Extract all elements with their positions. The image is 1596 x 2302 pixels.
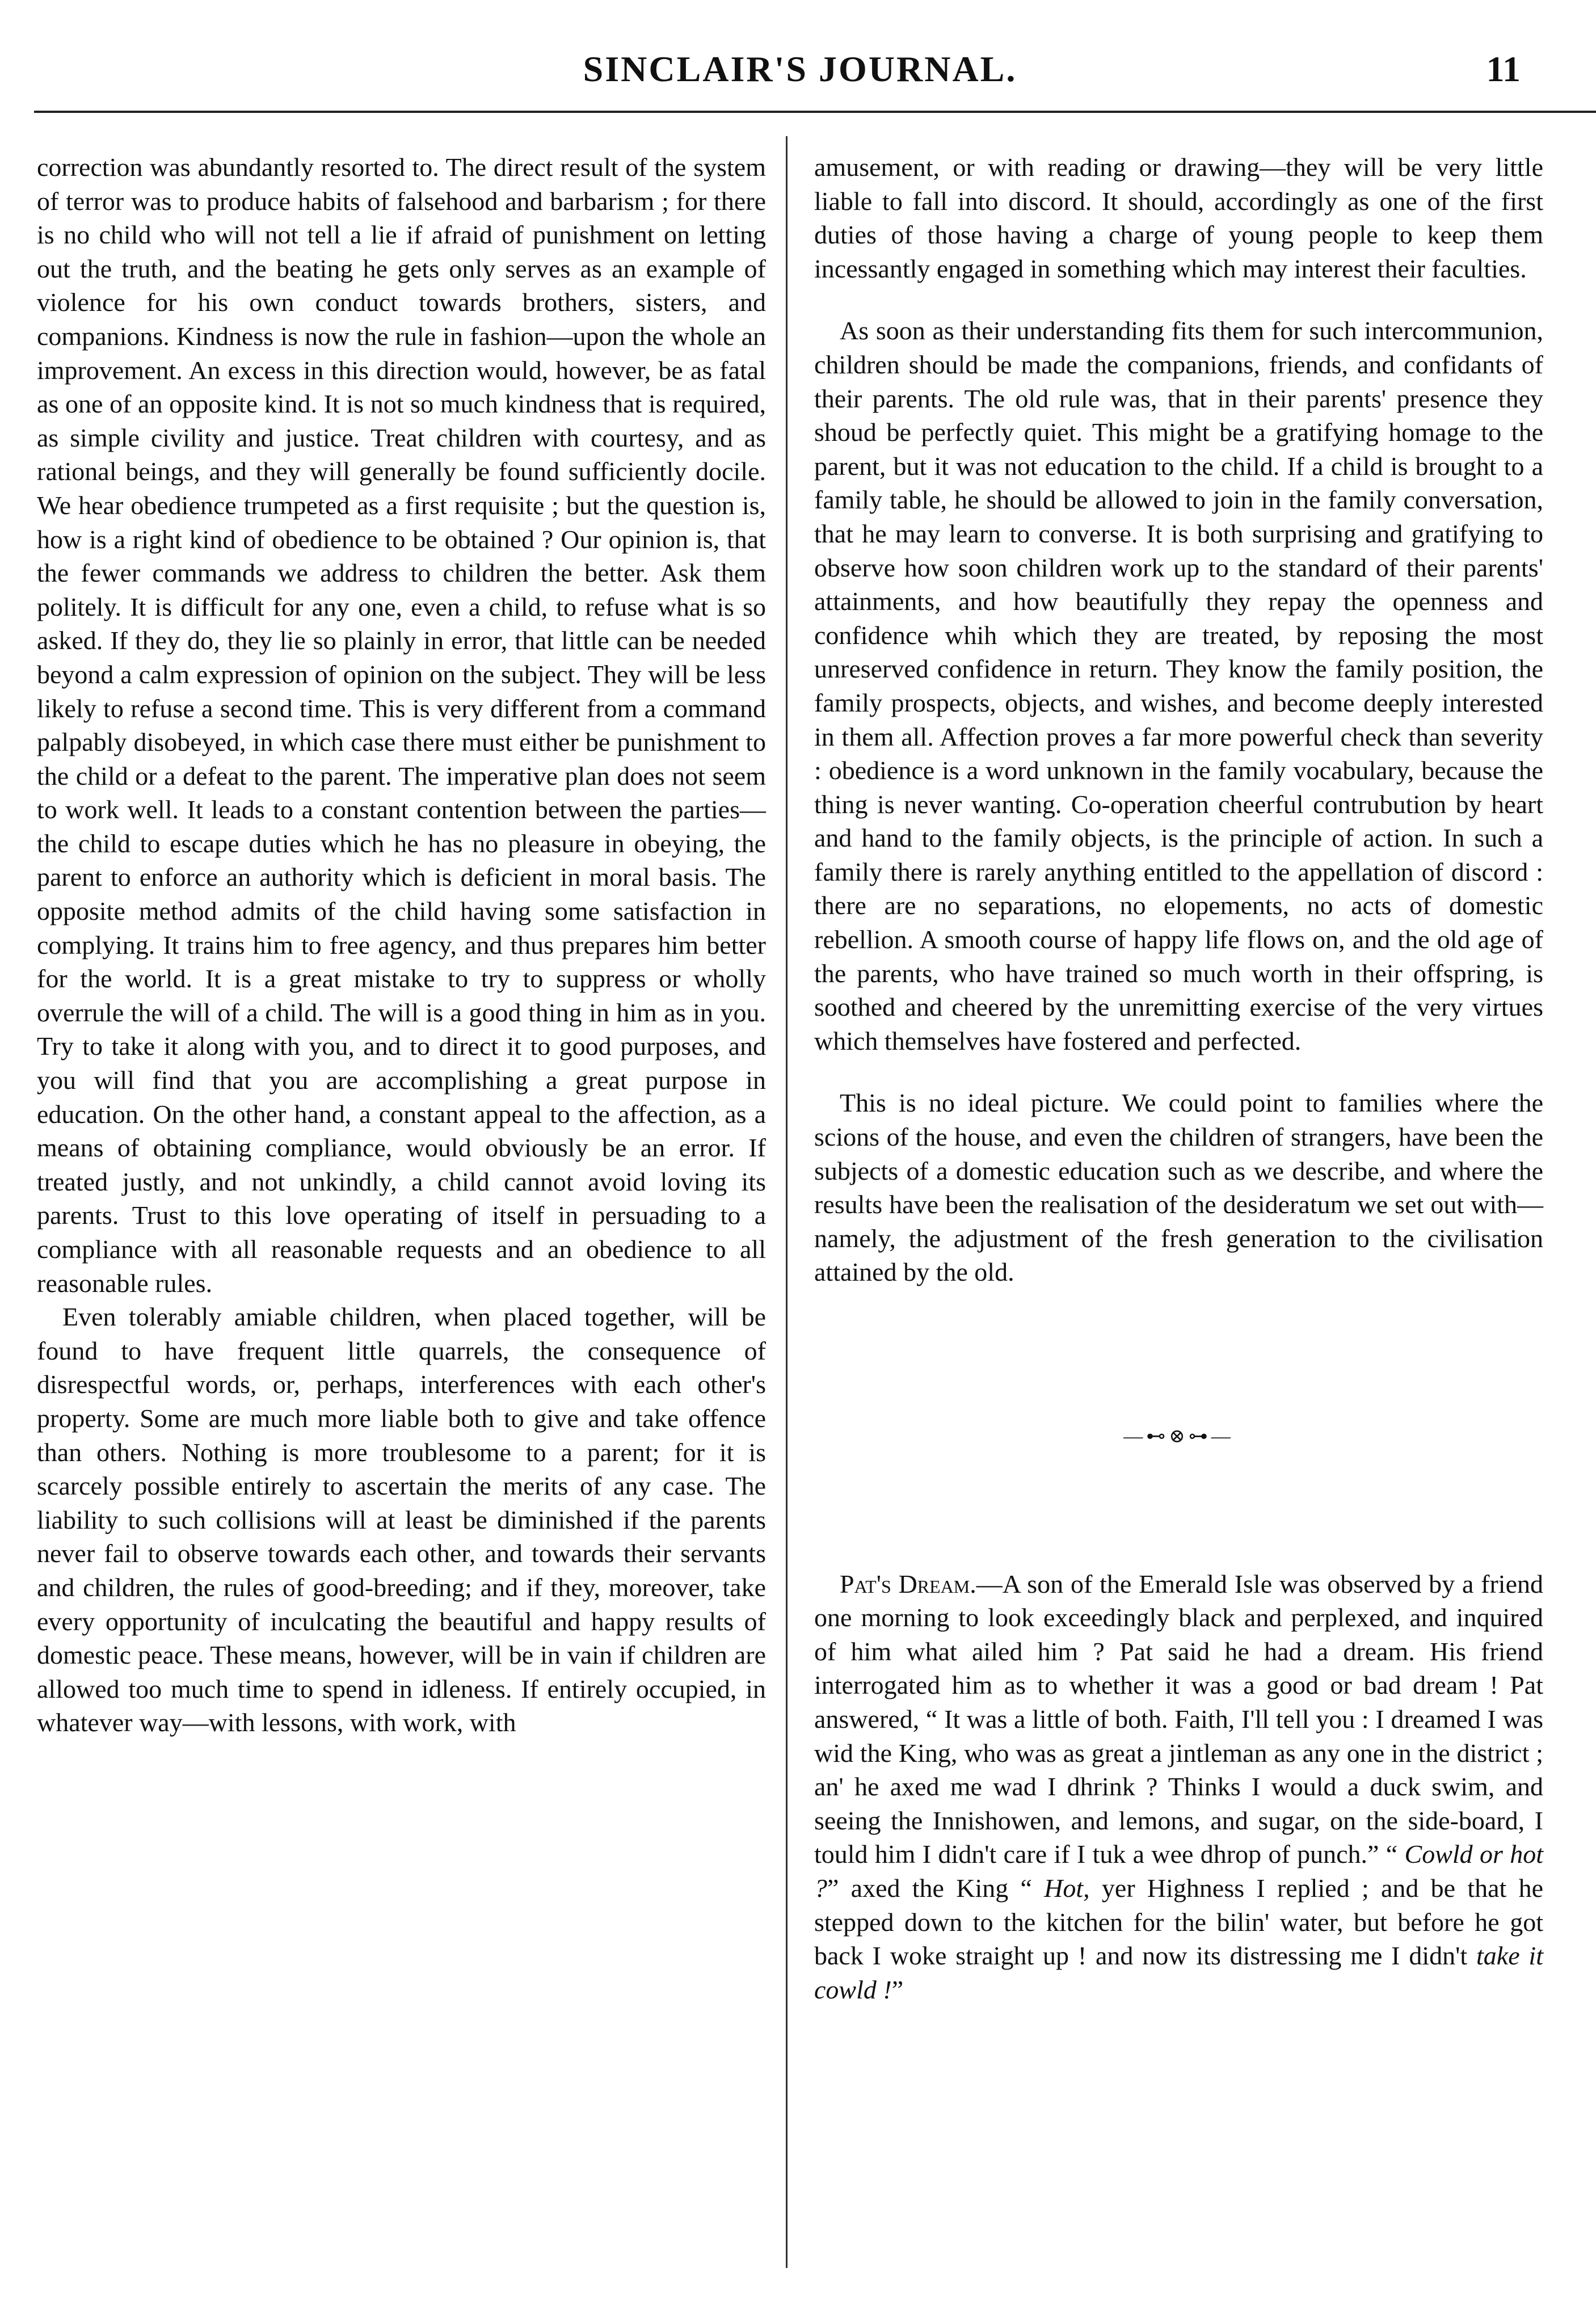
right-paragraph-3: This is no ideal picture. We could point to families where the scions of the house, and even the children of strangers, have been the subjects of a domestic education such as we describe, and where the results have been the realisation of the desideratum we set out with—namely, the adjustment of the fresh generation to the civilisation attained by the old.: [814, 1088, 1543, 1287]
pats-dream-mid-2: yer Highness I replied ; and be that he stepped down to the kitchen for the bilin' water, but before he got back I woke straight up ! and now its distressing me I didn't: [814, 1873, 1543, 1971]
left-paragraph-1: correction was abundantly resorted to. The direct result of the system of terror was to produce habits of falsehood and barbarism ; for there is no child who will not tell a lie if afraid of punishment on letting out the truth, and the beating he gets only serves as an example of violence for his own conduct towards brothers, sisters, and companions. Kindness is now the rule in fashion—upon the whole an improvement. An excess in this direction would, however, be as fatal as one of an opposite kind. It is not so much kindness that is required, as simple civility and justice. Treat children with courtesy, and as rational beings, and they will generally be found sufficiently docile. We hear obedience trumpeted as a first requisite ; but the question is, how is a right kind of obedience to be obtained ? Our opinion is, that the fewer commands we address to children the better. Ask them politely. It is difficult for any one, even a child, to refuse what is so asked. If they do, they lie so plainly in error, that little can be needed beyond a calm expression of opinion on the subject. They will be less likely to refuse a second time. This is very different from a command palpably disobeyed, in which case there must either be punishment to the child or a defeat to the parent. The imperative plan does not seem to work well. It leads to a constant contention between the parties—the child to escape duties which he has no pleasure in obeying, the parent to enforce an authority which is deficient in moral basis. The opposite method admits of the child having some satisfaction in complying. It trains him to free agency, and thus prepares him better for the world. It is a great mistake to try to suppress or wholly overrule the will of a child. The will is a good thing in him as in you. Try to take it along with you, and to direct it to good purposes, and you will find that you are accomplishing a great purpose in education. On the other hand, a constant appeal to the affection, as a means of obtaining compliance, would obviously be an error. If treated justly, and not unkindly, a child cannot avoid loving its parents. Trust to this love operating of itself in persuading to a compliance with all reasonable requests and an obedience to all reasonable rules.: [37, 153, 766, 1298]
left-paragraph-2: Even tolerably amiable children, when placed together, will be found to have frequent little quarrels, the consequence of disrespectful words, or, perhaps, interferences with each other's property. Some are much more liable both to give and take offence than others. Nothing is more troublesome to a parent; for it is scarcely possible entirely to ascertain the merits of any case. The liability to such collisions will at least be diminished if the parents never fail to observe towards each other, and towards their servants and children, the rules of good-breeding; and if they, moreover, take every opportunity of inculcating the beautiful and happy results of domestic peace. These means, however, will be in vain if children are allowed too much time to spend in idleness. If entirely occupied, in whatever way—with lessons, with work, with: [37, 1302, 766, 1737]
pats-dream-quote-hot: Hot,: [1044, 1873, 1090, 1903]
pats-dream-article: [814, 1567, 1543, 2007]
right-paragraph-1: amusement, or with reading or drawing—they will be very little liable to fall into discord. It should, accordingly as one of the first duties of those having a charge of young people to keep them incessantly engaged in something which may interest their faculties.: [814, 153, 1543, 283]
right-paragraph-2: As soon as their understanding fits them for such intercommunion, children should be made the companions, friends, and confidants of their parents. The old rule was, that in their parents' presence they shoud be perfectly quiet. This might be a gratifying homage to the parent, but it was not education to the child. If a child is brought to a family table, he should be allowed to join in the family conversation, that he may learn to converse. It is both surprising and gratifying to observe how soon children work up to the standard of their parents' attainments, and how beautifully they repay the openness and confidence whih which they are treated, by reposing the most unreserved confidence in return. They know the family position, the family prospects, objects, and wishes, and become deeply interested in them all. Affection proves a far more powerful check than severity : obedience is a word unknown in the family vocabulary, because the thing is never wanting. Co-operation cheerful contrubution by heart and hand to the family objects, is the principle of action. In such a family there is rarely anything entitled to the appellation of discord : there are no separations, no elopements, no acts of domestic rebellion. A smooth course of happy life flows on, and the old age of the parents, who have trained so much worth in their offspring, is soothed and cheered by the unremitting exercise of the very virtues which themselves have fostered and perfected.: [814, 316, 1543, 1055]
journal-title: SINCLAIR'S JOURNAL.: [583, 49, 1017, 89]
page-number: 11: [1486, 49, 1521, 89]
pats-dream-title: Pat's Dream.: [840, 1569, 976, 1598]
pats-dream-body: —A son of the Emerald Isle was observed by a friend one morning to look exceedingly black and perplexed, and inquired of him what ailed him ? Pat said he had a dream. His friend interrogated him as to whether it was a good or bad dream ! Pat answered, “ It was a little of both. Faith, I'll tell you : I dreamed I was wid the King, who was as great a jintleman as any one in the district ; an' he axed me wad I dhrink ? Thinks I would a duck swim, and seeing the Innishowen, and lemons, and sugar, on the side-board, I tould him I didn't care if I tuk a wee dhrop of punch.” “: [814, 1569, 1544, 1869]
pats-dream-quote-cowld: Cowld or hot ?: [814, 1840, 1543, 1903]
right-column: [814, 150, 1543, 2006]
paragraph-gap: [814, 1058, 1543, 1086]
column-divider: [786, 136, 788, 2268]
paragraph-gap: [814, 285, 1543, 314]
left-column: [37, 150, 766, 1740]
pats-dream-mid-1: ” axed the King “: [827, 1873, 1045, 1903]
section-ornament: —⊷⊗⊶—: [1123, 1426, 1234, 1447]
pats-dream-quote-end: take it cowld !: [814, 1941, 1543, 2004]
pats-dream-end: ”: [891, 1975, 904, 2004]
header-rule: [34, 111, 1596, 113]
page-header: [68, 31, 1532, 94]
